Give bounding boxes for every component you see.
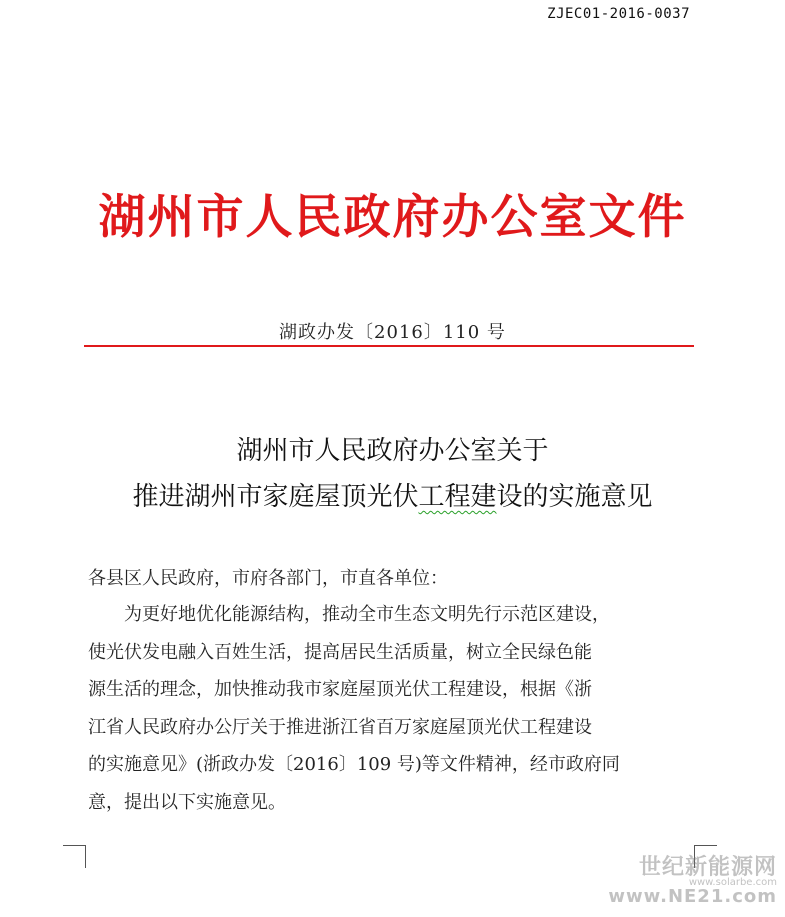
watermark bbox=[608, 850, 777, 907]
masthead-title: 湖州市人民政府办公室文件 bbox=[98, 190, 687, 245]
document-title bbox=[0, 428, 785, 520]
body-line: 江省人民政府办公厅关于推进浙江省百万家庭屋顶光伏工程建设 bbox=[88, 716, 592, 738]
salutation: 各县区人民政府，市府各部门，市直各单位： bbox=[88, 568, 448, 589]
title-line-2 bbox=[0, 474, 785, 520]
body-line: 源生活的理念，加快推动我市家庭屋顶光伏工程建设，根据《浙 bbox=[88, 679, 592, 700]
margin-corner-mark-left bbox=[63, 845, 86, 868]
document-number: 湖政办发〔2016〕110 号 bbox=[279, 322, 506, 343]
body-line: 的实施意见》(浙政办发〔2016〕109 号)等文件精神，经市政府同 bbox=[88, 754, 620, 775]
red-divider-line bbox=[84, 345, 694, 347]
watermark-brand: www.NE21.com bbox=[608, 886, 777, 907]
spellcheck-underlined-text: 工程建 bbox=[418, 482, 497, 512]
body-line: 意，提出以下实施意见。 bbox=[88, 791, 286, 813]
title-line-2-part-3: 设的实施意见 bbox=[496, 482, 653, 512]
title-line-2-part-1: 推进湖州市家庭屋顶光伏 bbox=[132, 482, 419, 512]
watermark-url: www.solarbe.com bbox=[688, 877, 777, 888]
body-line: 为更好地优化能源结构，推动全市生态文明先行示范区建设， bbox=[124, 604, 610, 625]
title-line-1: 湖州市人民政府办公室关于 bbox=[236, 436, 549, 466]
document-code: ZJEC01-2016-0037 bbox=[547, 6, 690, 22]
watermark-main: 世纪新能源网 bbox=[638, 855, 777, 880]
body-paragraph bbox=[88, 596, 698, 821]
body-line: 使光伏发电融入百姓生活，提高居民生活质量，树立全民绿色能 bbox=[88, 641, 592, 663]
